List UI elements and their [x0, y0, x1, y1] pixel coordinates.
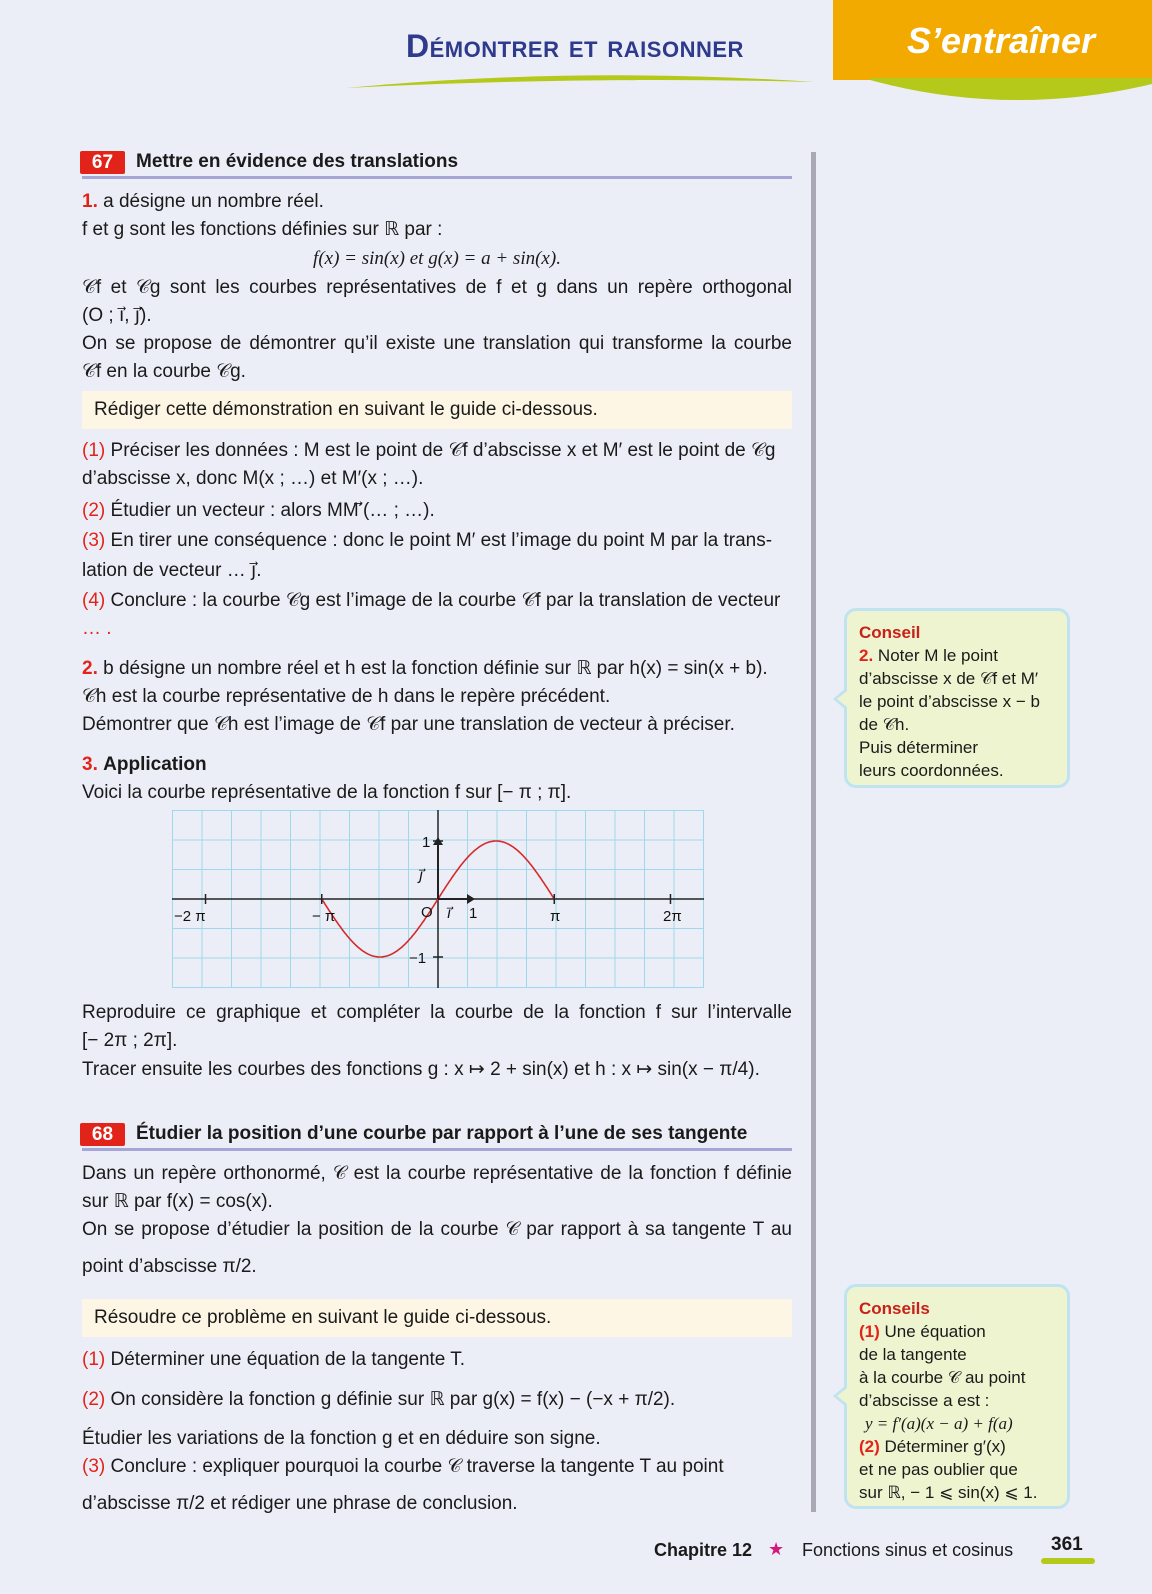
step-text: On considère la fonction g définie sur ℝ par g(x) = f(x) − (−x + π/2).: [110, 1389, 676, 1410]
text-line: d’abscisse x, donc M(x ; …) et M′(x ; …).: [82, 468, 424, 489]
text-line: Reproduire ce graphique et compléter la courbe de la fonction f sur l’intervalle: [82, 1002, 792, 1023]
step-label: (1): [82, 1349, 106, 1370]
step: [82, 587, 792, 615]
tab-sentrainer-label: S’entraîner: [907, 20, 1096, 61]
page-number-underline: [1041, 1558, 1095, 1564]
text-line: lation de vecteur … j⃗.: [82, 560, 262, 581]
step-label: (1): [82, 440, 106, 461]
conseil-line: le point d’abscisse x − b: [859, 692, 1040, 711]
text-line: [82, 655, 792, 683]
conseil-line: Puis déterminer: [859, 738, 979, 757]
guide-box: Rédiger cette démonstration en suivant le guide ci-dessous.: [82, 391, 792, 429]
text-line: Dans un repère orthonormé, 𝒞 est la courbe représentative de la fonction f définie: [82, 1163, 792, 1184]
header: [0, 0, 1152, 110]
text-line: [82, 751, 792, 779]
step-text: Étudier un vecteur : alors MM′⃗(… ; …).: [110, 500, 435, 521]
vector-j-label: j⃗: [419, 867, 424, 884]
star-icon: ★: [768, 1539, 785, 1559]
conseil-title: Conseil: [859, 623, 921, 642]
formula: [82, 245, 792, 273]
exercise-title-rule: [82, 176, 792, 179]
step-label: (3): [82, 1456, 106, 1477]
step-label: (4): [82, 590, 106, 611]
text-line: sur ℝ par f(x) = cos(x).: [82, 1191, 273, 1212]
footer-chapter: Chapitre 12: [654, 1540, 753, 1560]
text-line: 𝒞f en la courbe 𝒞g.: [82, 361, 246, 382]
step-label: (2): [82, 1389, 106, 1410]
tick-label-one-x: 1: [469, 905, 478, 922]
conseil-line: de la tangente: [859, 1345, 967, 1364]
conseil-title: Conseils: [859, 1299, 930, 1318]
text-line: On se propose de démontrer qu’il existe une translation qui transforme la courbe: [82, 333, 792, 354]
step: [82, 1453, 792, 1481]
conseil-box: [844, 608, 1070, 788]
vector-i-arrowhead: [467, 894, 475, 904]
step-text: Conclure : la courbe 𝒞g est l’image de la courbe 𝒞f par la translation de vecteur: [110, 590, 781, 611]
conseil-line: sur ℝ, − 1 ⩽ sin(x) ⩽ 1.: [859, 1483, 1038, 1502]
conseil-number: (1): [859, 1322, 880, 1341]
exercise-title: Mettre en évidence des translations: [136, 151, 459, 172]
column-divider: [811, 152, 816, 1512]
step: [82, 1346, 792, 1374]
exercise-title-rule: [82, 1148, 792, 1151]
text-line: Étudier les variations de la fonction g et en déduire son signe.: [82, 1428, 601, 1449]
text-line: Tracer ensuite les courbes des fonctions g : x ↦ 2 + sin(x) et h : x ↦ sin(x − π/4).: [82, 1059, 760, 1080]
step-label: (3): [82, 530, 106, 551]
tick-label-minus-one-y: −1: [409, 950, 427, 967]
conseil-line: à la courbe 𝒞 au point: [859, 1368, 1026, 1387]
exercise-number: 67: [80, 151, 125, 174]
tick-label-pi: π: [550, 908, 561, 925]
conseil-box: [844, 1284, 1070, 1509]
step-text: Conclure : expliquer pourquoi la courbe 𝒞 traverse la tangente T au point: [110, 1456, 724, 1477]
text-line: 𝒞f et 𝒞g sont les courbes représentatives de f et g dans un repère orthogonal: [82, 277, 792, 298]
footer: [0, 1534, 1152, 1574]
step: [82, 437, 792, 465]
conseil-line: [859, 1320, 1055, 1343]
tick-label-one-y: 1: [422, 834, 431, 851]
tick-label-2pi: 2π: [663, 908, 682, 925]
footer-subject: Fonctions sinus et cosinus: [802, 1540, 1014, 1560]
conseil-text: Une équation: [884, 1322, 986, 1341]
text-line: [− 2π ; 2π].: [82, 1030, 178, 1051]
conseil-line: [859, 644, 1055, 667]
tab-sentrainer: [833, 0, 1152, 80]
tab-swoosh: [870, 78, 1152, 106]
text-line: … .: [82, 618, 112, 639]
exercise-title: Étudier la position d’une courbe par rapport à l’une de ses tangente: [136, 1123, 748, 1144]
text-line: (O ; i⃗, j⃗).: [82, 305, 152, 326]
statement: a désigne un nombre réel.: [103, 191, 324, 212]
conseil-line: [859, 1435, 1055, 1458]
step-text: En tirer une conséquence : donc le point M′ est l’image du point M par la trans-: [110, 530, 773, 551]
tick-label-minus-pi: − π: [312, 908, 336, 925]
conseil-pointer: [833, 1385, 846, 1407]
conseil-text: Déterminer g′(x): [884, 1437, 1006, 1456]
conseil-number: (2): [859, 1437, 880, 1456]
text-line: point d’abscisse π/2.: [82, 1256, 257, 1277]
step: [82, 527, 792, 555]
statement: b désigne un nombre réel et h est la fonction définie sur ℝ par h(x) = sin(x + b).: [103, 658, 768, 679]
sine-graph: [172, 810, 704, 988]
conseil-line: de 𝒞h.: [859, 715, 910, 734]
item-number: 2.: [82, 658, 98, 679]
text-line: Voici la courbe représentative de la fonction f sur [− π ; π].: [82, 782, 572, 803]
conseil-pointer: [833, 688, 846, 710]
conseil-number: 2.: [859, 646, 874, 665]
conseil-text: Noter M le point: [877, 646, 998, 665]
text-line: On se propose d’étudier la position de la courbe 𝒞 par rapport à sa tangente T au: [82, 1219, 792, 1240]
guide-box: Résoudre ce problème en suivant le guide ci-dessous.: [82, 1299, 792, 1337]
item-number: 3.: [82, 754, 98, 775]
step-text: Déterminer une équation de la tangente T.: [110, 1349, 466, 1370]
step: [82, 1386, 792, 1414]
conseil-line: et ne pas oublier que: [859, 1460, 1018, 1479]
text-line: [82, 188, 792, 216]
text-line: Démontrer que 𝒞h est l’image de 𝒞f par une translation de vecteur à préciser.: [82, 714, 735, 735]
header-swoosh: [340, 70, 820, 92]
step-label: (2): [82, 500, 106, 521]
step: [82, 497, 792, 525]
step-text: Préciser les données : M est le point de 𝒞f d’abscisse x et M′ est le point de 𝒞g: [110, 440, 776, 461]
conseil-line: d’abscisse a est :: [859, 1391, 990, 1410]
text-line: 𝒞h est la courbe représentative de h dans le repère précédent.: [82, 686, 611, 707]
exercise-number: 68: [80, 1123, 125, 1146]
conseil-line: y = f′(a)(x − a) + f(a): [865, 1414, 1013, 1433]
text-line: d’abscisse π/2 et rédiger une phrase de conclusion.: [82, 1493, 518, 1514]
conseil-line: leurs coordonnées.: [859, 761, 1004, 780]
text-line: f et g sont les fonctions définies sur ℝ par :: [82, 219, 443, 240]
tick-label-minus-2pi: −2 π: [174, 908, 206, 925]
section-title: Démontrer et raisonner: [406, 28, 744, 64]
item-number: 1.: [82, 191, 98, 212]
vector-i-label: i⃗: [447, 905, 452, 922]
formula-text: f(x) = sin(x) et g(x) = a + sin(x).: [313, 248, 561, 269]
conseil-line: d’abscisse x de 𝒞f et M′: [859, 669, 1039, 688]
subheading: Application: [103, 754, 207, 775]
page-number: 361: [1051, 1534, 1083, 1555]
origin-label: O: [421, 904, 433, 921]
